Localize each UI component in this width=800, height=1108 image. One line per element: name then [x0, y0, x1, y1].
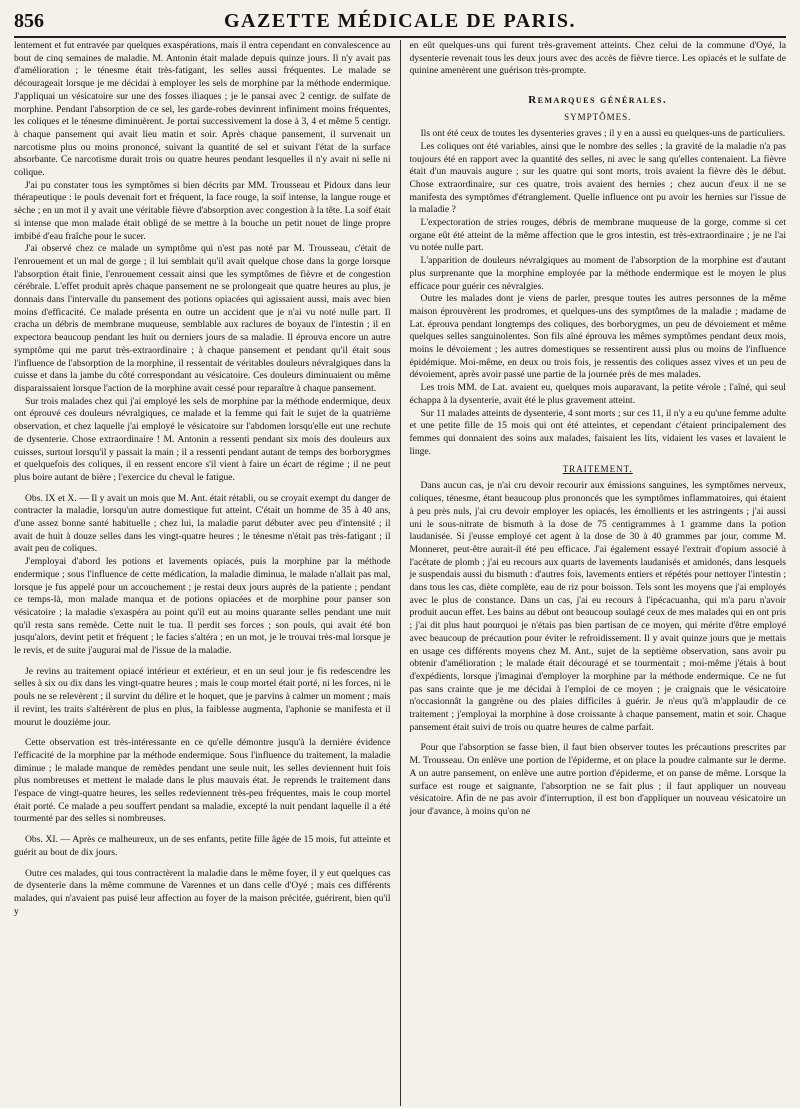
paragraph: Cette observation est très-intéressante en ce qu'elle démontre jusqu'à la dernière évidence l'efficacité de la morphine par la méthode endermique. Sous l'influence du traitement, la maladie diminue ; le malade manque de remèdes pendant une seule nuit, les selles deviennent huit fois plus nombreuses et mettent le malade dans le plus mauvais état. Je reprends le traitement dans l'espace de vingt-quatre heures, les selles redeviennent très-peu fréquentes, mais le coup mortel était porté. Ce malade a peu souffert pendant sa maladie, excepté la nuit pendant laquelle il a été tourmenté par des selles si nombreuses.: [14, 737, 391, 825]
paragraph: L'apparition de douleurs névralgiques au moment de l'absorption de la morphine est d'autant plus surprenante que la morphine employée par la méthode endermique est le moyen le plus efficace pour guérir ces névralgies.: [409, 255, 786, 292]
observation-paragraph: Obs. IX et X. — Il y avait un mois que M. Ant. était rétabli, ou se croyait exempt du danger de contracter la maladie, lorsqu'un autre domestique fut atteint. C'était un homme de 35 à 40 ans, d'une assez bonne santé habituelle ; chez lui, la maladie parut débuter avec peu d'intensité ; il avait de huit à douze selles dans les vingt-quatre heures ; le ténesme n'était pas très-fatigant ; il avait peu de coliques.: [14, 492, 391, 555]
paragraph: Je revins au traitement opiacé intérieur et extérieur, et en un seul jour je fis redescendre les selles à six ou dix dans les vingt-quatre heures ; mais le coup mortel était porté, ni les forces, ni le pouls ne se relevèrent ; il survint du délire et le hoquet, que je parvins à calmer un moment ; mais il revint, les traits s'altérèrent de plus en plus, la faiblesse augmenta, l'aphonie se manifesta et il mourut le douzième jour.: [14, 665, 391, 728]
right-column: [404, 40, 786, 1106]
paragraph: J'ai observé chez ce malade un symptôme qui n'est pas noté par M. Trousseau, c'était de l'enrouement et un mal de gorge ; il lui semblait qu'il avait quelque chose dans la gorge lorsque l'absorption était finie, l'enrouement cessait ainsi que les symptômes de fièvre et de congestion cérébrale. L'effet produit après chaque pansement ne se prolongeait que quatre heures au plus, je donnais dans l'intervalle du pansement des potions opiacées qui agissaient aussi, mais avec bien moins d'efficacité. Ce malade présenta en outre un accident que je n'ai vu noté nulle part. Il cracha un débris de membrane muqueuse, semblable aux raclures de boyaux de l'intestin ; il en expectora beaucoup pendant les huit ou derniers jours de sa maladie. Il éprouva encore un autre symptôme qui me parut très-extraordinaire ; à chaque pansement et pendant qu'il était sous l'influence de l'absorption de la morphine, il ressentait de véritables douleurs névralgiques dans la cuisse et dans la jambe du côté correspondant au vésicatoire. Ces douleurs diminuaient ou même disparaissaient lorsque l'action de la morphine avait cessé pour reparaître à chaque pansement.: [14, 243, 391, 394]
paragraph: Dans aucun cas, je n'ai cru devoir recourir aux émissions sanguines, les symptômes nerveux, coliques, ténesme, étant beaucoup plus prononcés que les symptômes inflammatoires, qui étaient à peu près nuls, j'ai cru devoir employer les opiacés, les émollients et les astringents ; j'ai aussi uni le sous-nitrate de bismuth à la dose de 75 centigrammes à 1 gramme dans la potion laudanisée. Si j'eusse employé cet agent à la dose de 30 à 40 grammes par jour, comme M. Monneret, peut-être aurait-il été peu efficace. J'ai également essayé l'extrait d'opium associé à l'acétate de plomb ; j'ai eu recours aux quarts de lavements laudanisés et amidonés, dans lesquels je suspendais aussi du bismuth : d'autres fois, lavements entiers et répétés pour nettoyer l'intestin ; dans tous les cas, diète complète, eau de riz pour boisson. Tels sont les moyens que j'ai employés avec le plus de constance. Dans un cas, j'ai eu recours à l'ipécacuanha, qui m'a paru n'avoir produit aucun effet. Les bains au début ont beaucoup soulagé ceux de mes malades qui en ont pris ; j'ai dit plus haut pourquoi je n'étais pas bien partisan de ce moyen, qui mérite d'être employé avec beaucoup de précaution pour éviter le refroidissement. Il y avait quinze jours que je mettais en usage ces différents moyens chez M. Ant., sujet de la septième observation, sans avoir pu obtenir d'amélioration ; le malade était découragé et se tourmentait ; moi-même j'étais à bout d'expédients, lorsque j'imaginai d'employer la morphine par la méthode endermique. Ce ne fut pas sans crainte que je me décidai à l'emploi de ce moyen ; je craignais que le vésicatoire n'occasionnât la gangrène ou des plaies difficiles à guérir. Je n'eus qu'à m'applaudir de ce traitement ; j'employai la morphine à dose croissante à chaque pansement, matin et soir. Chaque pansement était suivi de trois ou quatre heures de calme parfait.: [409, 480, 786, 733]
paragraph: Outre les malades dont je viens de parler, presque toutes les autres personnes de la même maison éprouvèrent les prodromes, et quelques-uns des symptômes de la maladie ; madame de Lat. éprouva pendant longtemps des coliques, des borborygmes, un peu de dévoiement et même quelques selles sanguinolentes. Son fils aîné éprouva les mêmes symptômes pendant deux mois, moins le dévoiement ; les autres domestiques se ressentirent aussi plus ou moins de l'influence épidémique. Moi-même, en deux ou trois fois, je ressentis des coliques assez vives et un peu de dévoiement, après avoir passé une partie de la journée près de mes malades.: [409, 293, 786, 381]
paragraph: Ils ont été ceux de toutes les dysenteries graves ; il y en a aussi eu quelques-uns de particuliers.: [420, 128, 786, 140]
journal-title: GAZETTE MÉDICALE DE PARIS.: [223, 10, 577, 32]
observation-paragraph: Obs. XI. — Après ce malheureux, un de ses enfants, petite fille âgée de 15 mois, fut atteinte et guérit au bout de dix jours.: [14, 834, 391, 858]
subsection-heading-traitement: TRAITEMENT.: [562, 464, 633, 475]
left-column: [14, 40, 396, 1106]
section-heading: Remarques générales.: [528, 94, 668, 107]
paragraph: J'employai d'abord les potions et lavements opiacés, puis la morphine par la méthode endermique ; sous l'influence de cette médication, la maladie diminua, le malade n'allait pas mal, lorsque je fus appelé pour un accouchement ; je restai deux jours auprès de la patiente ; pendant ce temps-là, mon malade manqua et de potions opiacées et de morphine pour panser son vésicatoire ; la maladie s'exaspéra au point qu'il eut au moins quarante selles pendant une nuit qu'il resta sans remède. Cette nuit le tua. Il perdit ses forces ; son pouls, qui avait été bon jusqu'alors, devint petit et fréquent ; le facies s'altéra ; en un mot, je le trouvai très-mal lorsque je le revis, et de suite j'augurai mal de l'issue de la maladie.: [14, 556, 391, 657]
subsection-heading-symptomes: SYMPTÔMES.: [564, 112, 632, 123]
paragraph: Sur 11 malades atteints de dysenterie, 4 sont morts ; sur ces 11, il n'y a eu qu'une femme adulte et une petite fille de 15 mois qui ont été atteintes, et cependant c'étaient principalement des femmes qui donnaient des soins aux malades, faisaient les lits, vidaient les vases et lavaient le linge.: [409, 407, 786, 457]
paragraph: en eût quelques-uns qui furent très-gravement atteints. Chez celui de la commune d'Oyé, la dysenterie revenait tous les deux jours avec des accès de fièvre tierce. Les opiacés et le sulfate de quinine amenèrent une guérison très-prompte.: [409, 40, 786, 77]
paragraph: Les coliques ont été variables, ainsi que le nombre des selles ; la gravité de la maladie n'a pas toujours été en rapport avec la quantité des selles, ni avec le sang qu'elles contenaient. La fièvre était d'un mauvais augure ; sur les quatre qui sont morts, trois avaient la fièvre dès le début. Chose extraordinaire, sur ces quatre, trois avaient des hernies ; chez aucun d'eux il ne se manifesta des symptômes d'étranglement. Quelle influence ont pu avoir les hernies sur l'issue de la maladie ?: [409, 140, 786, 216]
page-header: [14, 10, 786, 38]
column-divider: [400, 40, 401, 1106]
paragraph: Outre ces malades, qui tous contractèrent la maladie dans le même foyer, il y eut quelques cas de dysenterie dans la même commune de Varennes et un dans celle d'Oyé ; mais ces différents malades, qui n'avaient pas puisé leur affection au foyer de la maison précitée, guérirent, bien qu'il y: [14, 867, 391, 917]
text-columns: [14, 40, 786, 1106]
paragraph: Pour que l'absorption se fasse bien, il faut bien observer toutes les précautions prescrites par M. Trousseau. On enlève une portion de l'épiderme, et on place la poudre calmante sur le derme. A un autre pansement, on enlève une autre portion d'épiderme, et on panse de même. Lorsque la surface est rouge et saignante, l'absorption ne se fait plus ; il faut appliquer un nouveau vésicatoire. Afin de ne pas avoir d'interruption, il est bon d'appliquer un nouveau vésicatoire un jour d'avance, à moins qu'on ne: [409, 742, 786, 817]
page-number: 856: [14, 10, 44, 32]
paragraph: lentement et fut entravée par quelques exaspérations, mais il entra cependant en convalescence au bout de cinq semaines de maladie. M. Antonin était malade depuis quinze jours. Il n'y avait pas d'amélioration ; le ténesme était très-fatigant, les selles aussi fréquentes. Le malade se décourageait lorsque je me décidai à employer les sels de morphine par la méthode endermique. J'appliquai un vésicatoire sur une des fosses iliaques ; je le pansai avec 2 centigr. de sulfate de morphine. Pendant l'absorption de ce sel, les garde-robes devinrent infiniment moins fréquentes, les coliques et le ténesme diminuèrent. Je portai successivement la dose à 3, 4 et même 5 centigr. à chaque pansement qui avait lieu matin et soir. Après chaque pansement, il survenait un narcotisme plus ou moins prononcé, suivant la quantité de sel et suivant l'état de la surface absorbante. Ce narcotisme durait trois ou quatre heures pendant lesquelles il n'y avait ni selle ni colique.: [14, 40, 391, 179]
paragraph: J'ai pu constater tous les symptômes si bien décrits par MM. Trousseau et Pidoux dans leur thérapeutique : le pouls devenait fort et fréquent, la face rouge, la soif intense, la langue rouge et sèche ; en un mot il y avait une véritable fièvre d'absorption avec congestion à la tête. La soif était si intense que mon malade était obligé de se mettre à la bouche un petit nouet de linge propre imbibé d'eau fraîche pour le sucer.: [14, 179, 391, 242]
paragraph: Sur trois malades chez qui j'ai employé les sels de morphine par la méthode endermique, deux ont éprouvé ces douleurs névralgiques, ce malade et la femme qui fait le sujet de la quatrième observation, et chez laquelle j'ai employé le vésicatoire sur l'abdomen lorsqu'elle eut une rechute de dysenterie. Chose extraordinaire ! M. Antonin a ressenti pendant six mois des douleurs aux cuisses, surtout lorsqu'il y passait la main ; il a ressenti pendant autant de temps des borborygmes et quelquefois des coliques, il en ressent encore s'il vient à faire un écart de régime ; il ne peut plus boire autant de bière ; l'exercice du cheval le fatigue.: [14, 395, 391, 483]
paragraph: L'expectoration de stries rouges, débris de membrane muqueuse de la gorge, comme si cet organe eût été atteint de la même affection que le gros intestin, est très-extraordinaire ; je ne l'ai vu notée nulle part.: [409, 217, 786, 254]
paragraph: Les trois MM. de Lat. avaient eu, quelques mois auparavant, la petite vérole ; l'aîné, qui seul échappa à la dysenterie, avait été le plus gravement atteint.: [409, 382, 786, 406]
